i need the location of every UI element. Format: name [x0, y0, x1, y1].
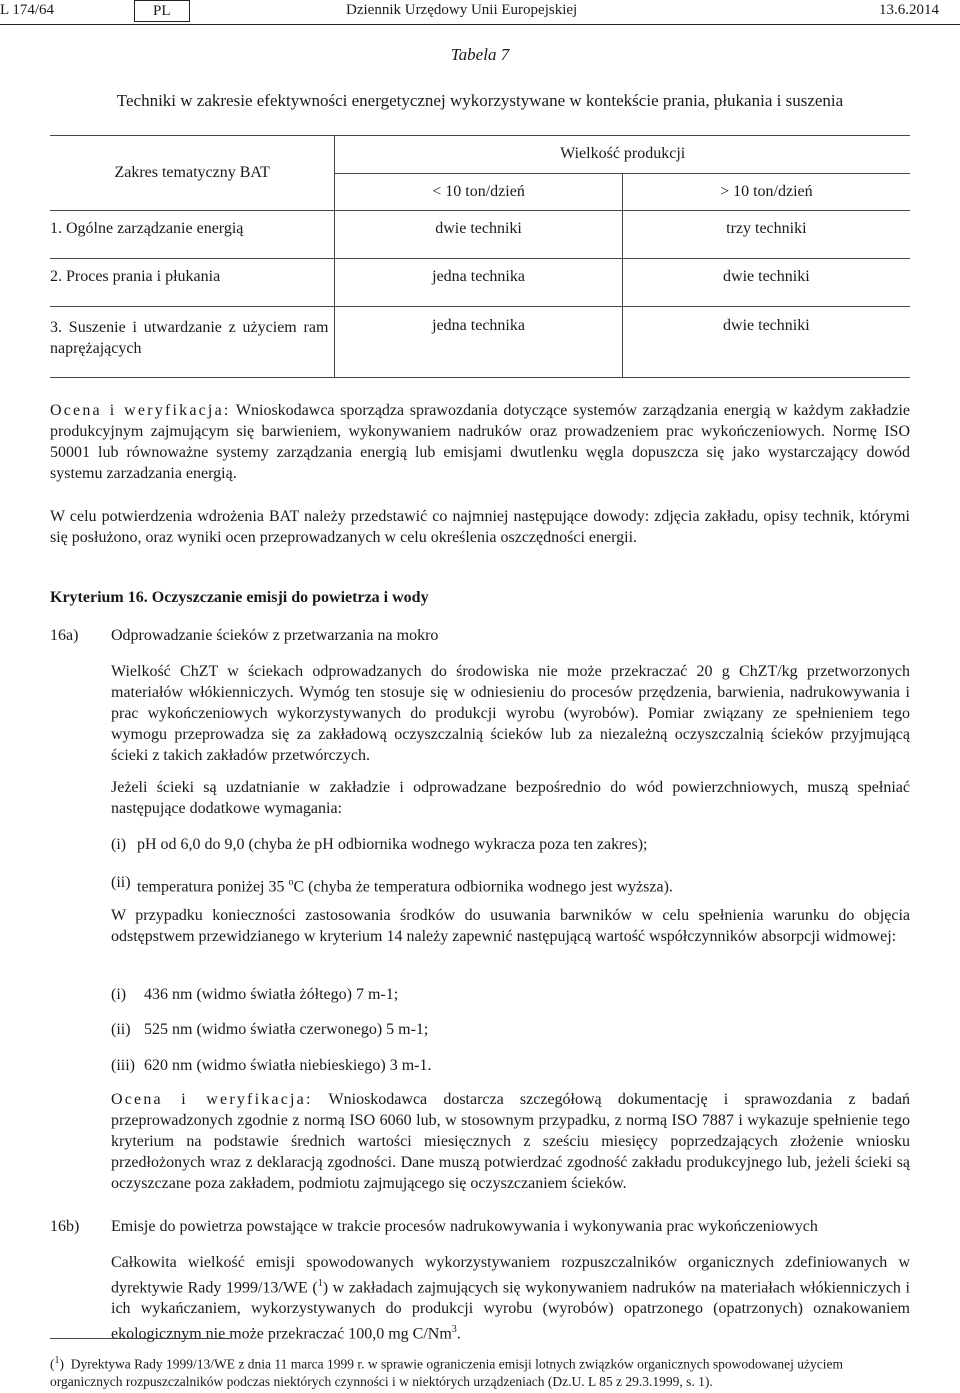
table-cell-small: dwie techniki: [335, 211, 622, 259]
temperature-requirement: [137, 872, 673, 897]
temperature-text-b: C (chyba że temperatura odbiornika wodnego jest wyższa).: [293, 878, 673, 896]
abs-number: (ii): [111, 1021, 131, 1038]
table-cell-scope: 1. Ogólne zarządzanie energią: [50, 211, 335, 259]
table-header-small: < 10 ton/dzień: [335, 174, 622, 211]
temperature-text-a: temperatura poniżej 35: [137, 878, 285, 896]
bat-proof-paragraph: W celu potwierdzenia wdrożenia BAT należy przedstawić co najmniej następujące dowody: zdjęcia zakładu, opisy technik, którymi się posłużono, oraz wyniki ocen przeprowadzanych w celu określenia oszczędności energii.: [50, 508, 910, 546]
table-row: [50, 211, 910, 259]
table-label: Tabela 7: [450, 45, 510, 64]
table-cell-scope: 2. Proces prania i płukania: [50, 259, 335, 307]
page-header: [0, 0, 960, 24]
table-cell-large: dwie techniki: [622, 259, 910, 307]
section-heading-16b: Emisje do powietrza powstające w trakcie procesów nadrukowywania i wykonywania prac wykończeniowych: [111, 1218, 818, 1235]
footnote-text: Dyrektywa Rady 1999/13/WE z dnia 11 marca 1999 r. w sprawie ograniczenia emisji lotnych związków organicznych spowodowanej użyciem organicznych rozpuszczalników podczas niektórych czynności i w niektórych urządzeniach (Dz.U. L 85 z 29.3.1999, s. 1).: [50, 1356, 844, 1389]
assessment-label: Ocena i weryfikacja:: [50, 402, 231, 419]
footnote-ref: 1: [317, 1278, 323, 1289]
header-divider: [0, 24, 960, 25]
req-number: (i): [111, 836, 127, 853]
table-cell-large: trzy techniki: [622, 211, 910, 259]
journal-title: Dziennik Urzędowy Unii Europejskiej: [346, 2, 578, 18]
assessment-paragraph: [50, 400, 910, 484]
section-number-16a: 16a): [50, 627, 79, 644]
footnote-number: 1: [54, 1355, 60, 1366]
req-number: (ii): [111, 874, 131, 891]
footnote-divider: [50, 1338, 230, 1339]
emissions-text-b: ) w zakładach zajmujących się wykonywaniem nadruków na materiałach włókienniczych i ich wykańczaniem, wykorzystywanych do produkcji wyrobu (wyrobów) opatrzonego (opatrzonych) oznakowaniem ekologicznym nie może przekraczać 100,0 mg C/Nm: [111, 1279, 910, 1343]
table-header-scope: Zakres tematyczny BAT: [50, 136, 335, 211]
section-heading-16a: Odprowadzanie ścieków z przetwarzania na mokro: [111, 627, 439, 644]
criterion-title: Oczyszczanie emisji do powietrza i wody: [151, 589, 429, 606]
table-row: [50, 259, 910, 307]
abs-number: (iii): [111, 1057, 135, 1074]
language-badge: PL: [134, 0, 190, 22]
abs-number: (i): [111, 986, 127, 1003]
table-cell-small: jedna technika: [335, 259, 622, 307]
bat-techniques-table: [50, 135, 910, 378]
section-number-16b: 16b): [50, 1218, 80, 1235]
cod-limit-paragraph: Wielkość ChZT w ściekach odprowadzanych do środowiska nie może przekraczać 20 g ChZT/kg przetworzonych materiałów włókienniczych. Wymóg ten stosuje się w odniesieniu do procesów przędzenia, barwienia, nadrukowywania i prac wykończeniowych wykorzystywanych do produkcji wyrobu (wyrobów). Pomiar związany ze spełnieniem tego wymogu przeprowadza się za zakładową oczyszczalnią ścieków lub za niezależną oczyszczalnią ścieków przyjmującą ścieki z takich zakładów przetwórczych.: [111, 663, 910, 764]
direct-discharge-paragraph: Jeżeli ścieki są uzdatnianie w zakładzie i odprowadzane bezpośrednio do wód powierzchniowych, muszą spełniać następujące dodatkowe wymagania:: [111, 779, 910, 817]
ph-requirement: pH od 6,0 do 9,0 (chyba że pH odbiornika wodnego wykracza poza ten zakres);: [137, 836, 648, 853]
assessment-text: Wnioskodawca dostarcza szczegółową dokumentację i sprawozdania z badań przeprowadzonych zgodnie z normą ISO 6060 lub, w stosownym przypadku, z normą ISO 7887 i wykazuje spełnienie tego kryterium na podstawie średnich wartości miesięcznych z sześciu miesięcy poprzedzających złożenie wniosku przedłożonych wraz z deklaracją zgodności. Dane muszą potwierdzać zgodność zakładu produkcyjnego lub, jeżeli ścieki są oczyszczane poza zakładem, podmiotu zajmującego się oczyszczaniem ścieków.: [111, 1091, 910, 1192]
dye-removal-paragraph: W przypadku konieczności zastosowania środków do usuwania barwników w celu spełnienia warunku do objęcia odstępstwem przewidzianego w kryterium 14 należy zapewnić następującą wartość współczynników absorpcji widmowej:: [111, 907, 910, 945]
table-header-production: Wielkość produkcji: [335, 136, 910, 174]
table-row: [50, 307, 910, 378]
unit-superscript: 3: [451, 1324, 457, 1336]
table-cell-scope: 3. Suszenie i utwardzanie z użyciem ram naprężających: [50, 307, 335, 378]
assessment-label: Ocena i weryfikacja:: [111, 1091, 313, 1108]
absorption-item: 436 nm (widmo światła żółtego) 7 m-1;: [144, 986, 399, 1003]
criterion-heading: [50, 587, 429, 608]
table-title: Techniki w zakresie efektywności energetycznej wykorzystywane w kontekście prania, płukania i suszenia: [116, 91, 844, 110]
table-cell-large: dwie techniki: [622, 307, 910, 378]
page-reference: L 174/64: [0, 2, 55, 18]
emissions-paragraph: [111, 1252, 910, 1345]
emissions-text-c: .: [456, 1325, 461, 1343]
footnote: ($^1$) Dyrektywa Rady 1999/13/WE z dnia 11 marca 1999 r. w sprawie ograniczenia emisji lotnych związków organicznych spowodowanej użyciem organicznych rozpuszczalników podczas niektórych czynności i w niektórych urządzeniach (Dz.U. L 85 z 29.3.1999, s. 1).: [50, 1355, 844, 1389]
criterion-label: Kryterium 16.: [50, 589, 148, 606]
assessment-text: Wnioskodawca sporządza sprawozdania dotyczące systemów zarządzania energią w każdym zakładzie produkcyjnym zajmującym się barwieniem, wykonywaniem nadruków oraz prowadzeniem prac wykończeniowych. Normę ISO 50001 lub równoważne systemy zarządzania energią lub emisjami dwutlenku węgla dopuszcza się jako wystarczający dowód systemu zarzadzania energią.: [50, 402, 910, 482]
absorption-item: 525 nm (widmo światła czerwonego) 5 m-1;: [144, 1021, 429, 1038]
publication-date: 13.6.2014: [879, 2, 939, 18]
emissions-text-a: Całkowita wielkość emisji spowodowanych wykorzystywaniem rozpuszczalników organicznych zdefiniowanych w dyrektywie Rady 1999/13/WE (: [111, 1254, 910, 1297]
table-header-large: > 10 ton/dzień: [622, 174, 910, 211]
assessment-paragraph-16a: [111, 1089, 910, 1194]
degree-sign: o: [288, 877, 294, 888]
table-cell-small: jedna technika: [335, 307, 622, 378]
absorption-item: 620 nm (widmo światła niebieskiego) 3 m-1.: [144, 1057, 432, 1074]
